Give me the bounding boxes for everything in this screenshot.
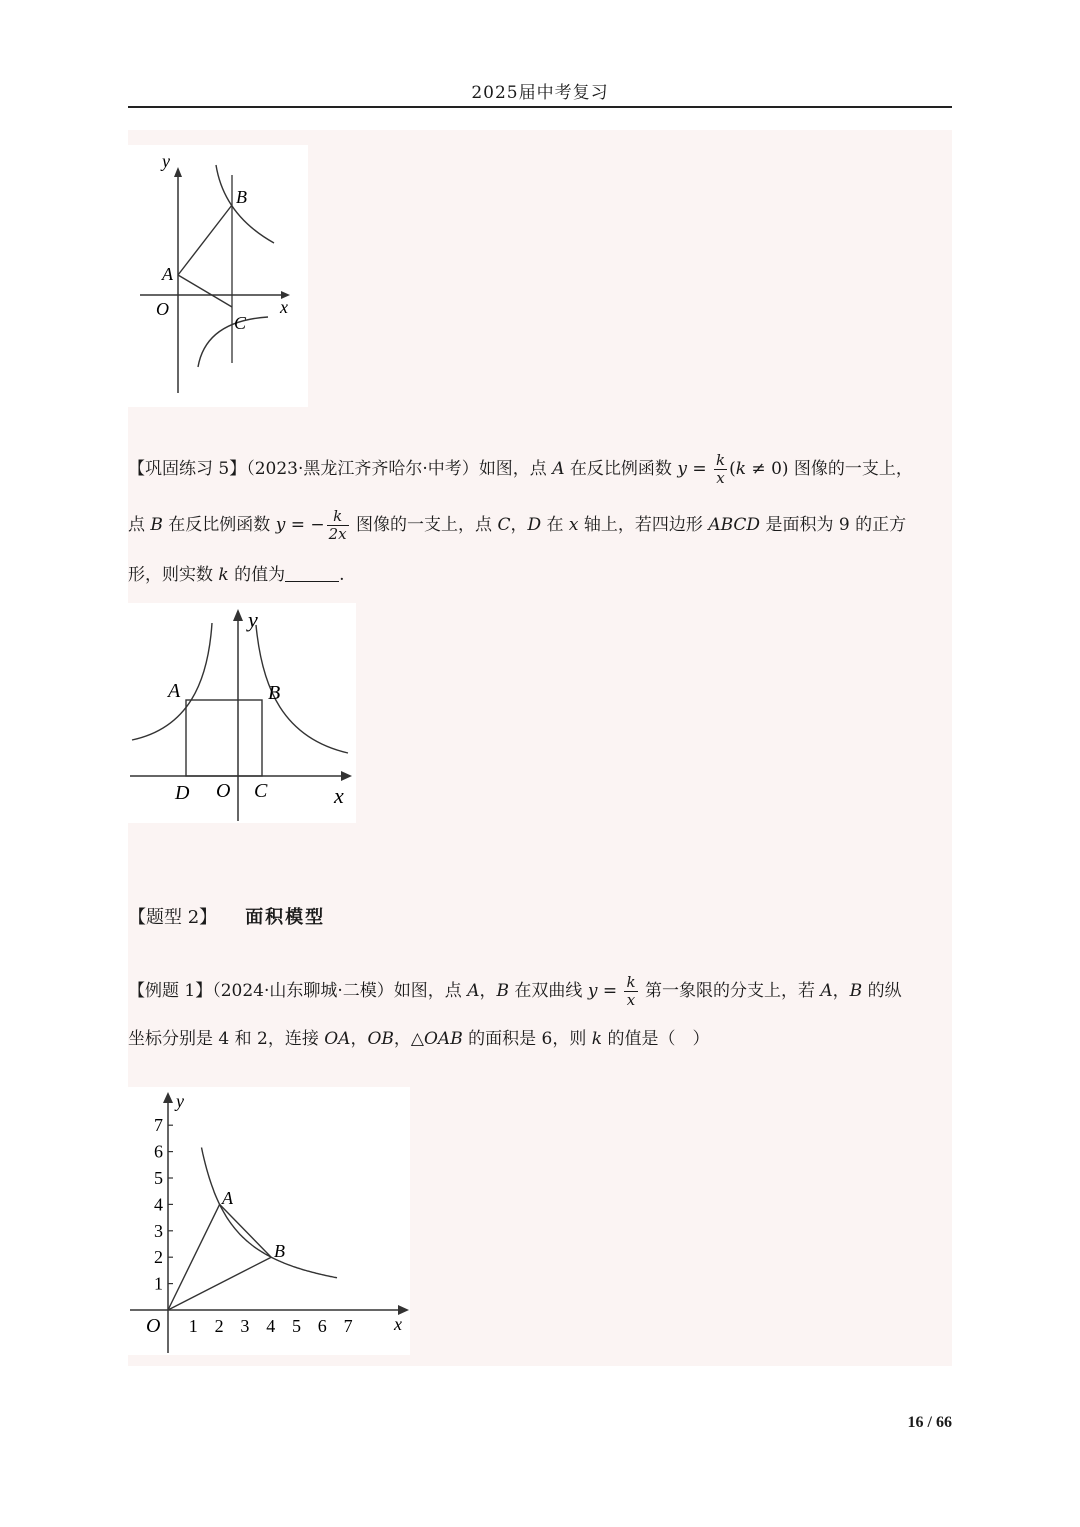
- y-axis-arrow: [233, 609, 243, 621]
- figure-2: [128, 603, 356, 823]
- math-var: D: [527, 515, 542, 535]
- segment-ac: [178, 275, 232, 307]
- y-axis-arrow: [163, 1092, 173, 1103]
- hyperbola-lower-branch: [198, 317, 268, 367]
- figure-2-graph: [128, 603, 356, 823]
- text: 在反比例函数: [564, 459, 678, 479]
- fraction-k-over-x: [624, 974, 637, 1009]
- page-number: 16 / 66: [907, 1414, 952, 1431]
- frac-denominator: 2x: [328, 525, 347, 543]
- label-b: B: [268, 682, 281, 704]
- label-y: y: [162, 151, 170, 171]
- math-var: ABCD: [708, 515, 761, 535]
- math-var: A: [467, 981, 480, 1001]
- label-a: A: [168, 680, 181, 702]
- frac-denominator: x: [716, 469, 725, 487]
- y-tick-label: 3: [154, 1220, 163, 1241]
- y-tick-label: 7: [154, 1115, 163, 1136]
- text: 的值是（ ）: [602, 1029, 710, 1049]
- math-var: k: [218, 565, 229, 585]
- x-tick-label: 5: [292, 1316, 301, 1336]
- segment-oa: [168, 1204, 220, 1310]
- text: ，△: [393, 1029, 424, 1049]
- math-var: OB: [367, 1029, 394, 1049]
- section-tag: 【题型 2】: [128, 907, 218, 928]
- label-c: C: [254, 780, 268, 802]
- text: 点: [128, 515, 151, 535]
- exercise-5-source: （2023·黑龙江齐齐哈尔·中考）: [246, 459, 479, 479]
- label-x: x: [334, 783, 344, 808]
- label-a: A: [162, 264, 173, 284]
- text: 如图，点: [478, 459, 553, 479]
- math-var: y: [275, 515, 286, 535]
- frac-numerator: k: [715, 451, 726, 469]
- x-tick-label: 1: [188, 1316, 198, 1336]
- x-axis-arrow: [341, 771, 352, 781]
- text: ，: [479, 981, 497, 1001]
- math-var: C: [497, 515, 511, 535]
- math-var: k: [735, 459, 747, 479]
- y-tick-label: 4: [154, 1194, 163, 1215]
- text: ≠ 0): [746, 459, 789, 479]
- label-o: O: [146, 1315, 161, 1337]
- x-tick-label: 2: [214, 1316, 224, 1336]
- text: = −: [285, 515, 325, 535]
- text: 坐标分别是 4 和 2，连接: [128, 1029, 325, 1049]
- x-tick-label: 3: [240, 1316, 250, 1336]
- y-axis-arrow: [174, 167, 182, 177]
- label-d: D: [175, 782, 190, 804]
- example-1-line-2: [128, 1026, 952, 1052]
- label-b: B: [274, 1241, 285, 1261]
- y-tick-label: 6: [154, 1141, 163, 1162]
- text: 的值为: [228, 565, 286, 585]
- segment-ob: [168, 1257, 271, 1310]
- label-x: x: [394, 1314, 402, 1334]
- math-var: B: [849, 981, 863, 1001]
- label-o: O: [216, 780, 231, 802]
- text: =: [686, 459, 712, 479]
- math-var: x: [568, 515, 579, 535]
- math-var: B: [496, 981, 509, 1001]
- answer-blank: [285, 563, 339, 582]
- tick-marks: [154, 1115, 353, 1336]
- fraction-k-over-2x: [327, 508, 349, 543]
- math-var: k: [591, 1029, 603, 1049]
- text: 图像的一支上，: [788, 459, 913, 479]
- text: 在反比例函数: [162, 515, 276, 535]
- exercise-5-tag: 【巩固练习 5】: [128, 459, 247, 479]
- label-x: x: [280, 297, 288, 317]
- exercise-5-line-3: [128, 562, 952, 588]
- figure-1-graph: [128, 145, 308, 407]
- y-tick-label: 2: [154, 1247, 163, 1268]
- header-rule: [128, 106, 952, 108]
- text: 如图，点: [393, 981, 468, 1001]
- math-var: A: [820, 981, 833, 1001]
- section-name: 面积模型: [245, 907, 326, 928]
- text: 的纵: [862, 981, 902, 1001]
- exercise-5-line-2: [128, 508, 952, 543]
- text: ，: [832, 981, 850, 1001]
- math-var: A: [552, 459, 565, 479]
- example-1-line-1: [128, 974, 952, 1009]
- label-y: y: [176, 1091, 184, 1111]
- x-tick-label: 6: [317, 1316, 327, 1336]
- segment-ab: [178, 205, 232, 275]
- example-1-tag: 【例题 1】: [128, 981, 213, 1001]
- y-tick-label: 1: [154, 1273, 163, 1294]
- math-var: y: [587, 981, 598, 1001]
- text: 的面积是 6，则: [462, 1029, 592, 1049]
- text: 形，则实数: [128, 565, 219, 585]
- text: 是面积为 9 的正方: [760, 515, 907, 535]
- frac-numerator: k: [327, 508, 349, 526]
- label-b: B: [236, 187, 247, 207]
- text: 第一象限的分支上，若: [639, 981, 821, 1001]
- figure-3-graph: [128, 1087, 410, 1355]
- math-var: B: [150, 515, 163, 535]
- frac-numerator: k: [626, 973, 636, 991]
- label-y: y: [248, 607, 258, 632]
- exercise-5-line-1: [128, 452, 952, 487]
- text: (: [729, 459, 736, 479]
- text: 图像的一支上，点: [350, 515, 498, 535]
- text: =: [597, 981, 623, 1001]
- x-tick-label: 7: [343, 1316, 353, 1336]
- text: 在双曲线: [509, 981, 588, 1001]
- label-o: O: [156, 299, 169, 319]
- figure-1: [128, 145, 308, 407]
- math-var: OAB: [423, 1029, 463, 1049]
- section-heading: [128, 903, 325, 929]
- figure-3: [128, 1087, 410, 1355]
- math-var: OA: [324, 1029, 351, 1049]
- x-tick-label: 4: [266, 1316, 276, 1336]
- math-var: y: [677, 459, 687, 479]
- text: 在: [541, 515, 569, 535]
- frac-denominator: x: [626, 991, 636, 1009]
- example-1-source: （2024·山东聊城·二模）: [212, 981, 394, 1001]
- segment-ab: [220, 1204, 272, 1257]
- text: ，: [350, 1029, 368, 1049]
- y-tick-label: 5: [154, 1168, 163, 1188]
- page-header-title: 2025届中考复习: [471, 83, 609, 103]
- label-a: A: [222, 1188, 233, 1208]
- fraction-k-over-x: [714, 452, 727, 487]
- square-abcd: [186, 700, 262, 776]
- text: 轴上，若四边形: [578, 515, 709, 535]
- text: ，: [510, 515, 528, 535]
- text: .: [339, 565, 345, 585]
- label-c: C: [234, 313, 247, 333]
